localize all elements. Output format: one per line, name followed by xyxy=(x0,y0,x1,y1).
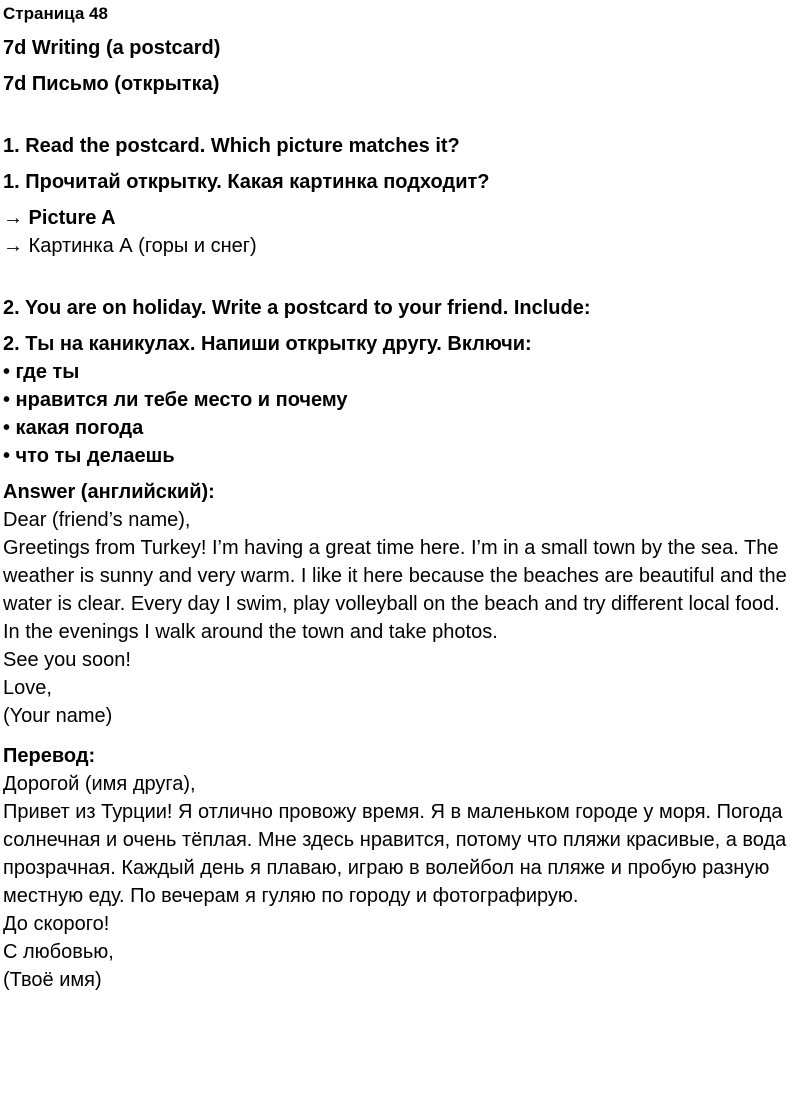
task2-bullet: • где ты xyxy=(3,361,80,383)
answer-heading: Answer (английский): xyxy=(3,481,215,503)
task2-question-ru: 2. Ты на каникулах. Напиши открытку другу. Включи: xyxy=(3,333,532,355)
translation-sign-off: С любовью, xyxy=(3,941,114,963)
task2-bullet: • что ты делаешь xyxy=(3,445,175,467)
task2-bullet: • нравится ли тебе место и почему xyxy=(3,389,348,411)
translation-closing: До скорого! xyxy=(3,913,110,935)
translation-greeting: Дорогой (имя друга), xyxy=(3,773,196,795)
task1-question-ru: 1. Прочитай открытку. Какая картинка подходит? xyxy=(3,171,490,193)
answer-signature: (Your name) xyxy=(3,705,113,727)
answer-sign-off: Love, xyxy=(3,677,52,699)
task1-answer-en: → Picture A xyxy=(3,207,116,229)
section-title-en: 7d Writing (a postcard) xyxy=(3,37,221,59)
document-page xyxy=(3,2,798,994)
answer-closing: See you soon! xyxy=(3,649,131,671)
page-number-label: Страница 48 xyxy=(3,4,108,23)
task1-question-en: 1. Read the postcard. Which picture matches it? xyxy=(3,135,460,157)
translation-signature: (Твоё имя) xyxy=(3,969,102,991)
answer-body: Greetings from Turkey! I’m having a great time here. I’m in a small town by the sea. The weather is sunny and very warm. I like it here because the beaches are beautiful and the water is clear. Every day I swim, play volleyball on the beach and try different local food. In the evenings I walk around the town and take photos. xyxy=(3,537,787,643)
translation-body: Привет из Турции! Я отлично провожу время. Я в маленьком городе у моря. Погода солнечная и очень тёплая. Мне здесь нравится, потому что пляжи красивые, а вода прозрачная. Каждый день я плаваю, играю в волейбол на пляже и пробую разную местную еду. По вечерам я гуляю по городу и фотографирую. xyxy=(3,801,787,907)
task1-answer-ru: → Картинка А (горы и снег) xyxy=(3,235,257,257)
translation-heading: Перевод: xyxy=(3,745,96,767)
section-title-ru: 7d Письмо (открытка) xyxy=(3,73,220,95)
task2-bullet: • какая погода xyxy=(3,417,144,439)
answer-greeting: Dear (friend’s name), xyxy=(3,509,191,531)
task2-question-en: 2. You are on holiday. Write a postcard to your friend. Include: xyxy=(3,297,591,319)
